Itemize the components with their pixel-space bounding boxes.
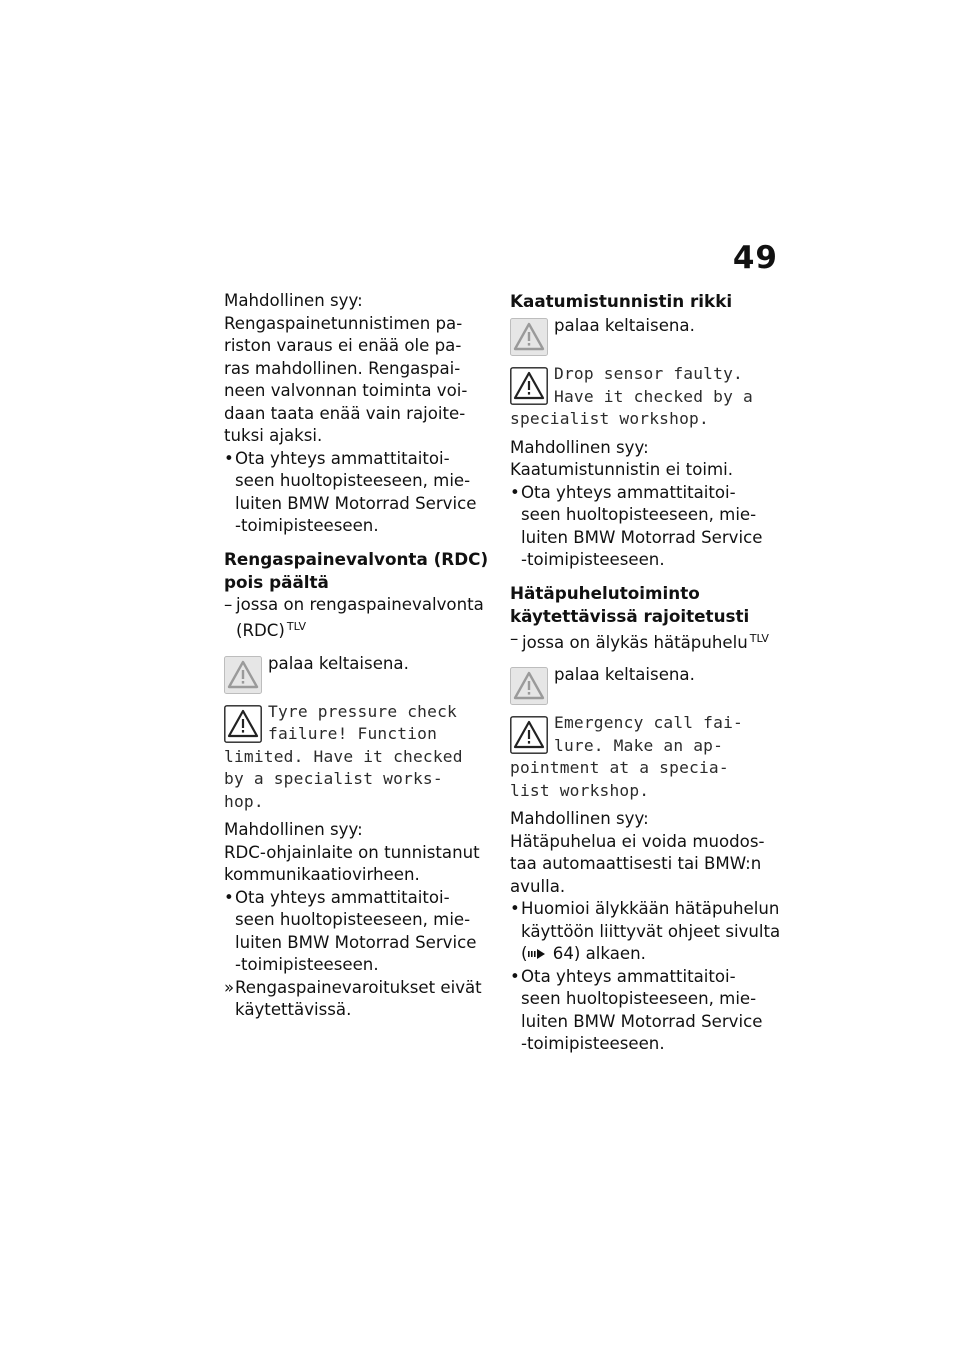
warning-triangle-icon	[510, 367, 548, 405]
warning-triangle-icon	[510, 716, 548, 754]
list-item: • Huomioi älykkään hätäpuhelun käyttöön liittyvät ohjeet sivulta ( 64) alkaen.	[510, 899, 781, 963]
warning-lamp-row	[224, 653, 492, 693]
cause-text: Rengaspainetunnistimen pa- riston varaus ei enää ole pa- ras mahdollinen. Rengaspai- neen valvonnan toiminta voi- daan taata enää vain rajoite- tuksi ajaksi.	[224, 313, 468, 445]
section-heading-rdc: Rengaspainevalvonta (RDC) pois päältä	[224, 548, 489, 592]
lamp-status-text: palaa keltaisena.	[554, 316, 695, 335]
right-column	[510, 290, 784, 1056]
list-item: • Ota yhteys ammattitaitoi- seen huoltopisteeseen, mie- luiten BMW Motorrad Service -toimipisteeseen.	[510, 482, 763, 569]
lamp-status-text: palaa keltaisena.	[268, 653, 409, 673]
warning-light-icon	[224, 656, 262, 694]
warning-light-icon	[510, 318, 548, 356]
page-number: 49	[732, 240, 778, 276]
bullet-mark: •	[510, 966, 520, 986]
display-message: Tyre pressure check failure! Function limited. Have it checked by a specialist works- hop.	[224, 701, 463, 811]
cause-text: RDC-ohjainlaite on tunnistanut kommunikaatiovirheen.	[224, 842, 480, 884]
dash-mark: –	[510, 628, 519, 648]
cause-label: Mahdollinen syy:	[224, 291, 363, 310]
warning-lamp-row	[510, 664, 784, 704]
result-item: » Rengaspainevaroitukset eivät käytettävissä.	[224, 977, 482, 1019]
section-heading-emergency-call: Hätäpuhelutoiminto käytettävissä rajoitetusti	[510, 582, 750, 626]
cause-text: Hätäpuhelua ei voida muodos- taa automaattisesti tai BMW:n avulla.	[510, 831, 765, 896]
tlv-superscript: TLV	[749, 631, 769, 645]
warning-light-icon	[510, 667, 548, 705]
page-reference[interactable]: ( 64) alkaen.	[521, 944, 646, 963]
cause-label: Mahdollinen syy:	[224, 820, 363, 839]
lamp-status-text: palaa keltaisena.	[554, 665, 695, 684]
warning-lamp-row	[510, 315, 784, 355]
cause-text: Kaatumistunnistin ei toimi.	[510, 460, 734, 479]
condition-line: – jossa on älykäs hätäpuhelu $^{TLV}$	[510, 628, 769, 652]
list-item: • Ota yhteys ammattitaitoi- seen huoltopisteeseen, mie- luiten BMW Motorrad Service -toimipisteeseen.	[224, 448, 477, 535]
display-message: Emergency call fai- lure. Make an ap- pointment at a specia- list workshop.	[510, 713, 743, 800]
condition-line: – jossa on rengaspainevalvonta (RDC) $^{TLV}$	[224, 594, 484, 640]
result-mark: »	[224, 977, 235, 997]
bullet-mark: •	[224, 448, 234, 468]
list-item: • Ota yhteys ammattitaitoi- seen huoltopisteeseen, mie- luiten BMW Motorrad Service -toimipisteeseen.	[510, 966, 763, 1053]
dash-mark: –	[224, 594, 233, 614]
bullet-mark: •	[510, 899, 520, 918]
cause-label: Mahdollinen syy:	[510, 437, 649, 457]
tlv-superscript: TLV	[286, 620, 307, 633]
left-column	[224, 290, 492, 1022]
warning-triangle-icon	[224, 705, 262, 743]
section-heading-drop-sensor: Kaatumistunnistin rikki	[510, 291, 733, 311]
display-message: Drop sensor faulty. Have it checked by a specialist workshop.	[510, 364, 753, 428]
list-item: • Ota yhteys ammattitaitoi- seen huoltopisteeseen, mie- luiten BMW Motorrad Service -toimipisteeseen.	[224, 887, 477, 974]
cause-label: Mahdollinen syy:	[510, 809, 649, 828]
bullet-mark: •	[510, 482, 520, 502]
page-reference-arrow-icon	[527, 947, 547, 961]
bullet-mark: •	[224, 887, 234, 907]
